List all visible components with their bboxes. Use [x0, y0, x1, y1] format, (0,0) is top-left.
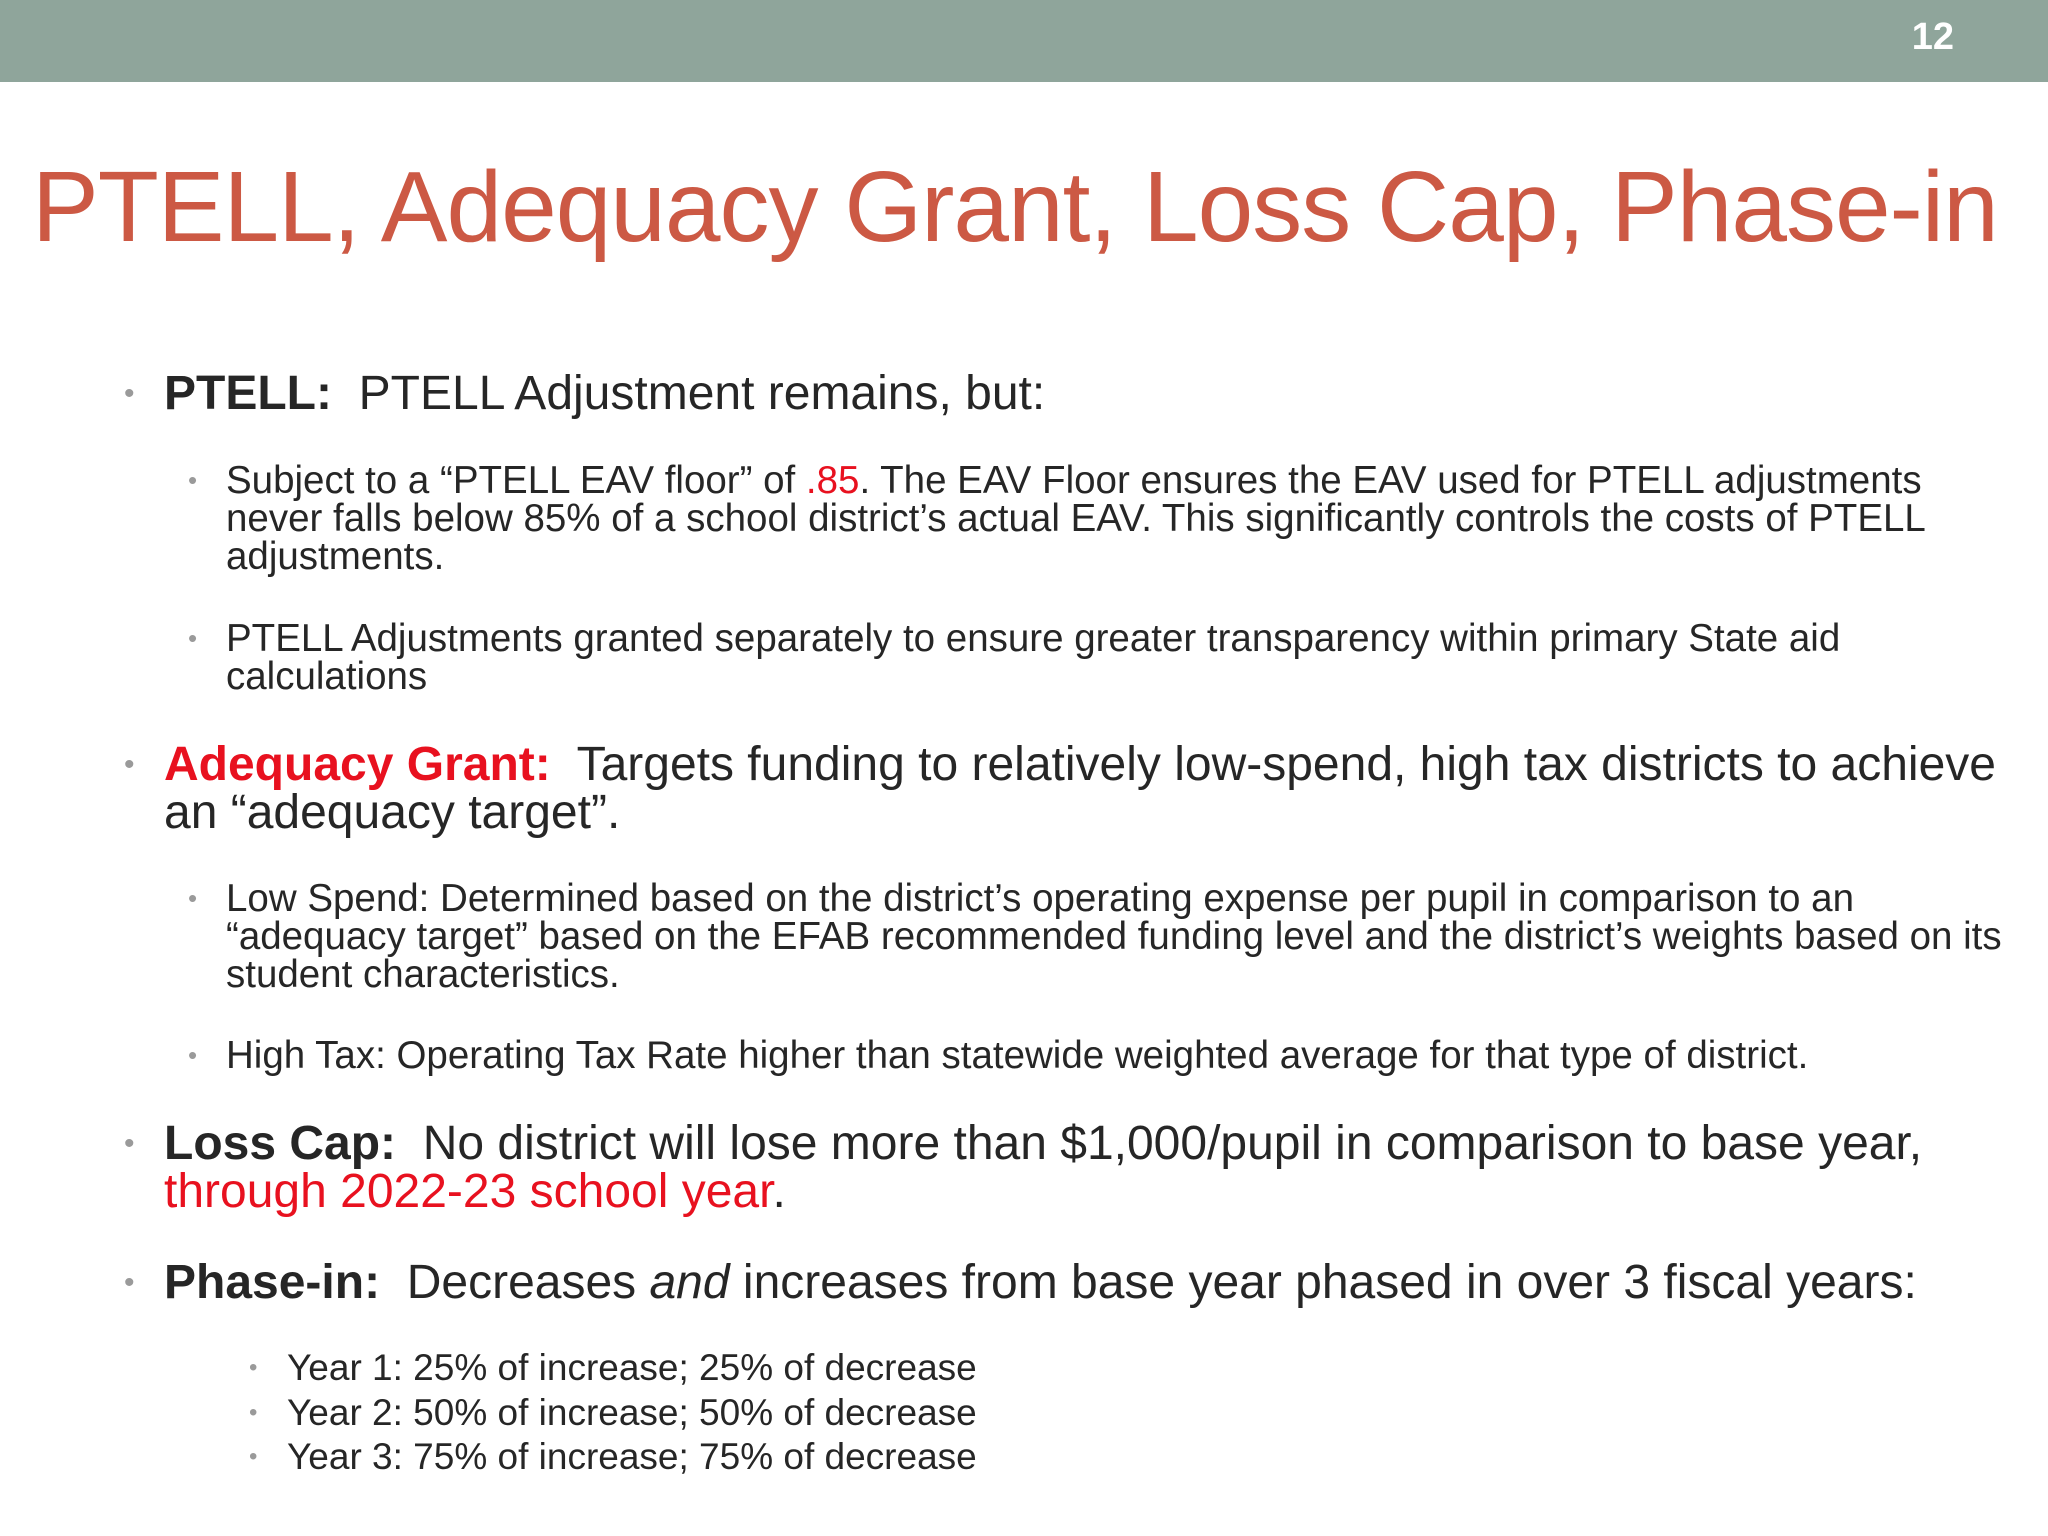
- bullet-dot-icon: •: [188, 1040, 198, 1070]
- bullet-text-continued: increases from base year phased in over 3 fiscal years:: [729, 1256, 1917, 1309]
- bullet-text: Decreases: [406, 1256, 650, 1309]
- bullet-loss-cap: [124, 1117, 2018, 1218]
- bullet-label: Adequacy Grant:: [164, 738, 551, 791]
- phase-in-years-list: [249, 1346, 977, 1480]
- year-2-text: Year 2: 50% of increase; 50% of decrease: [287, 1391, 977, 1433]
- bullet-phase-in: [124, 1256, 2018, 1309]
- bullet-dot-icon: •: [188, 623, 198, 653]
- sub-bullet-text: Low Spend: Determined based on the district’s operating expense per pupil in comparison to an “adequacy target” based on the EFAB recommended funding level and the district’s weights based on its student characteristics.: [226, 877, 2002, 996]
- sub-bullet-high-tax: [188, 1034, 2018, 1077]
- bullet-text-end: .: [772, 1165, 786, 1218]
- slide-title: PTELL, Adequacy Grant, Loss Cap, Phase-in: [32, 151, 1998, 263]
- bullet-label: Loss Cap:: [164, 1117, 397, 1170]
- bullet-dot-icon: •: [188, 465, 198, 495]
- list-item: [249, 1391, 977, 1436]
- sub-bullet-eav-floor: [188, 459, 2018, 578]
- sub-bullet-text: PTELL Adjustments granted separately to ensure greater transparency within primary State aid calculations: [226, 617, 1841, 698]
- eav-floor-value: .85: [805, 459, 860, 502]
- sub-bullet-text-continued: . The EAV Floor ensures the EAV used for PTELL adjustments never falls below 85% of a school district’s actual EAV. This significantly controls the costs of PTELL adjustments.: [226, 459, 1925, 578]
- list-item: [249, 1435, 977, 1480]
- sub-bullet-text: Subject to a “PTELL EAV floor” of: [226, 459, 806, 502]
- slide-number: 12: [1911, 16, 1954, 58]
- bullet-dot-icon: •: [124, 1127, 135, 1160]
- bullet-dot-icon: •: [249, 1443, 258, 1470]
- year-3-text: Year 3: 75% of increase; 75% of decrease: [287, 1436, 977, 1477]
- bullet-ptell: [124, 367, 2018, 420]
- sub-bullet-text: High Tax: Operating Tax Rate higher than statewide weighted average for that type of district.: [226, 1034, 1809, 1077]
- bullet-text-emphasis: and: [649, 1256, 730, 1309]
- list-item: [249, 1346, 977, 1391]
- bullet-label: PTELL:: [164, 367, 332, 420]
- sub-bullet-ptell-separately: [188, 617, 2018, 698]
- bullet-dot-icon: •: [124, 377, 135, 410]
- bullet-dot-icon: •: [249, 1398, 258, 1426]
- loss-cap-deadline: through 2022-23 school year: [164, 1165, 773, 1218]
- bullet-dot-icon: •: [124, 748, 135, 781]
- bullet-dot-icon: •: [249, 1354, 258, 1381]
- bullet-dot-icon: •: [124, 1266, 135, 1299]
- bullet-text: No district will lose more than $1,000/pupil in comparison to base year,: [422, 1117, 1923, 1170]
- bullet-adequacy-grant: [124, 738, 2018, 839]
- year-1-text: Year 1: 25% of increase; 25% of decrease: [287, 1347, 977, 1388]
- bullet-text: Targets funding to relatively low-spend, high tax districts to achieve an “adequacy target”.: [164, 738, 1996, 839]
- bullet-text: PTELL Adjustment remains, but:: [358, 367, 1046, 420]
- bullet-dot-icon: •: [188, 883, 198, 913]
- bullet-label: Phase-in:: [164, 1256, 381, 1309]
- sub-bullet-low-spend: [188, 877, 2018, 996]
